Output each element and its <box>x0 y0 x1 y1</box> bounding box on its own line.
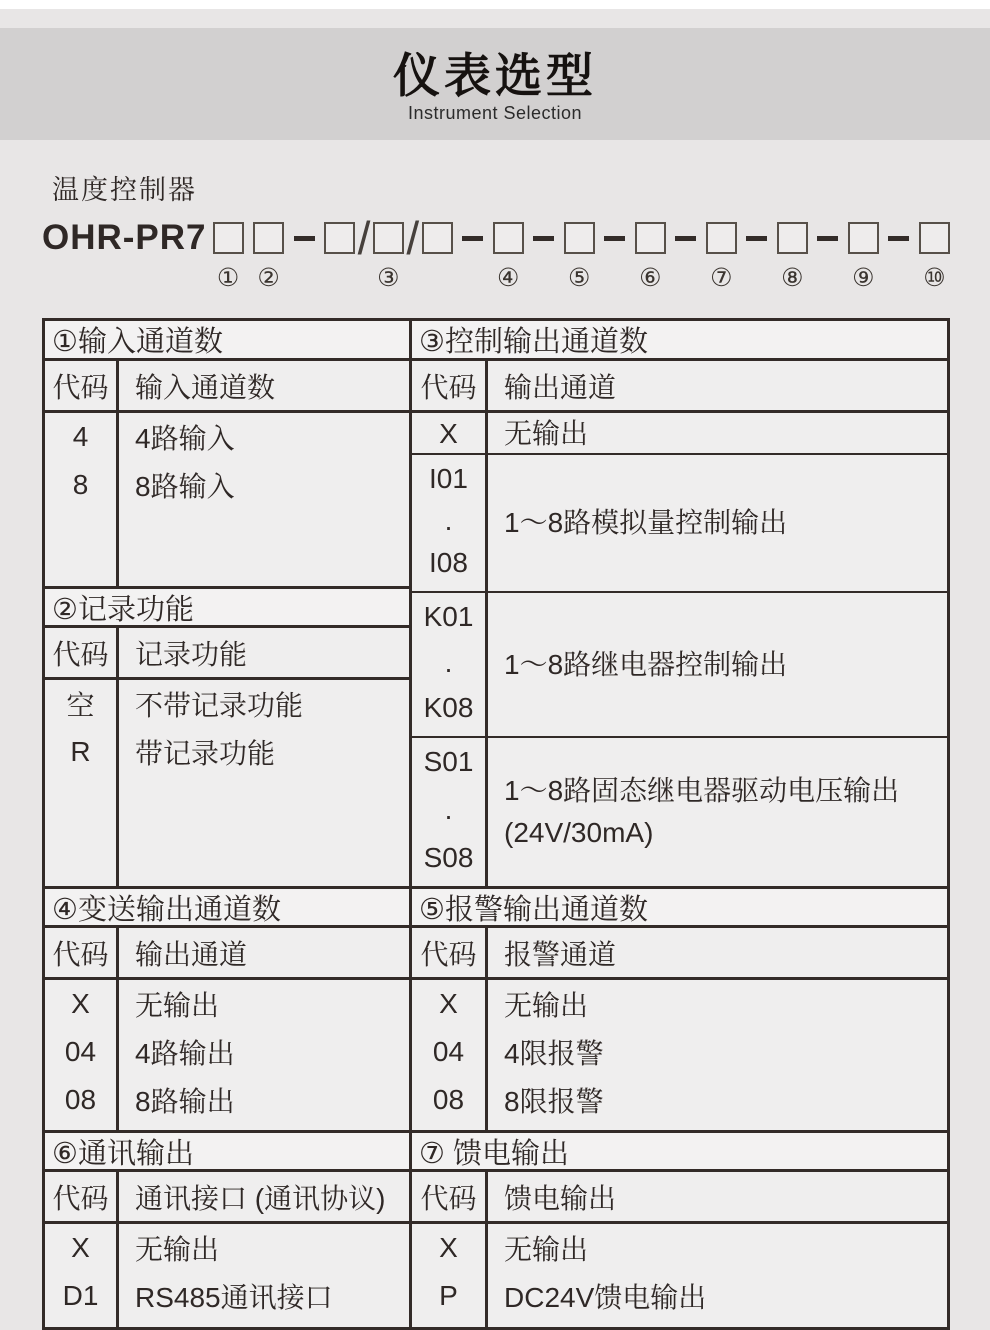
description-text: 无输出 <box>504 1234 589 1265</box>
model-code-segments <box>213 212 950 299</box>
model-code-box <box>213 222 244 254</box>
description-cell <box>488 738 947 886</box>
model-segment-box <box>564 216 595 293</box>
description-text: 带记录功能 <box>135 738 276 769</box>
page-title: 仪表选型 <box>393 49 597 103</box>
model-segment-box <box>373 216 404 293</box>
dash-separator <box>888 236 909 241</box>
column-header-code: 代码 <box>412 361 488 410</box>
model-segment-slash <box>406 212 420 299</box>
table-title: ③控制输出通道数 <box>412 321 947 361</box>
model-segment-box <box>213 216 244 293</box>
code-value: X <box>439 418 458 449</box>
description-text: 1～8路继电器控制输出 <box>504 648 788 680</box>
description-text: 8限报警 <box>504 1086 604 1117</box>
code-cell <box>412 738 488 886</box>
model-segment-dash <box>888 216 909 280</box>
slash-separator: / <box>406 212 420 264</box>
dash-separator <box>294 236 315 241</box>
product-name-label: 温度控制器 <box>52 175 197 205</box>
model-code-box <box>493 222 524 254</box>
code-value: D1 <box>62 1280 99 1311</box>
table-row <box>412 593 947 738</box>
position-number <box>541 250 547 280</box>
table-title: ⑤报警输出通道数 <box>412 886 947 928</box>
description-text: 不带记录功能 <box>135 690 304 721</box>
model-segment-box <box>777 216 808 293</box>
column-header-desc: 输出通道 <box>504 371 617 403</box>
table-row <box>412 455 947 593</box>
model-segment-dash <box>294 216 315 280</box>
model-code-box <box>373 222 404 254</box>
code-value: 空 <box>66 690 95 721</box>
top-white-strip <box>0 0 990 9</box>
position-number <box>825 250 831 280</box>
description-text: 1～8路固态继电器驱动电压输出 <box>504 775 900 806</box>
model-segment-box <box>493 216 524 293</box>
code-column <box>412 980 488 1130</box>
model-code-box <box>777 222 808 254</box>
code-value: 04 <box>432 1036 465 1067</box>
description-text: 1～8路模拟量控制输出 <box>504 507 788 538</box>
position-number: ⑧ <box>781 265 804 292</box>
column-header-desc: 记录功能 <box>135 638 248 670</box>
column-header-code: 代码 <box>412 1172 488 1221</box>
description-text: 8路输入 <box>135 471 235 502</box>
position-number: ⑨ <box>852 265 875 292</box>
position-number: ⑥ <box>639 265 662 292</box>
dash-separator <box>675 236 696 241</box>
position-number: ⑩ <box>923 265 946 292</box>
position-number <box>361 269 367 299</box>
description-text: 无输出 <box>135 990 220 1021</box>
table-body <box>45 413 409 586</box>
position-number <box>434 263 440 293</box>
model-code-box <box>919 222 950 254</box>
column-header-desc: 馈电输出 <box>504 1182 617 1214</box>
code-value: S01 <box>423 746 474 777</box>
code-cell <box>412 455 488 591</box>
code-column <box>45 413 119 586</box>
description-text: 无输出 <box>504 418 589 449</box>
dash-separator <box>533 236 554 241</box>
model-segment-dash <box>604 216 625 280</box>
code-value: 04 <box>64 1036 97 1067</box>
table-column-header <box>45 628 409 680</box>
model-segment-box <box>635 216 666 293</box>
description-cell <box>488 593 947 736</box>
code-value: 08 <box>64 1084 97 1115</box>
dash-separator <box>462 236 483 241</box>
model-segment-box <box>253 216 284 293</box>
code-value: S08 <box>423 842 474 873</box>
model-code-box <box>635 222 666 254</box>
model-segment-dash <box>746 216 767 280</box>
table-title: ④变送输出通道数 <box>45 886 409 928</box>
model-prefix: OHR-PR7 <box>42 218 207 257</box>
position-number <box>896 250 902 280</box>
model-code-line <box>42 212 950 299</box>
table-title: ①输入通道数 <box>45 321 409 361</box>
code-value: . <box>444 505 453 536</box>
dash-separator <box>604 236 625 241</box>
position-number: ④ <box>497 265 520 292</box>
position-number <box>301 250 307 280</box>
model-segment-slash <box>357 212 371 299</box>
model-segment-dash <box>462 216 483 280</box>
description-text: 无输出 <box>504 990 589 1021</box>
code-value: X <box>71 988 90 1019</box>
code-value: I01 <box>429 463 468 494</box>
table-column-header <box>412 361 947 413</box>
model-segment-dash <box>533 216 554 280</box>
column-header-code: 代码 <box>45 1172 119 1221</box>
position-number: ⑦ <box>710 265 733 292</box>
code-value: R <box>70 736 91 767</box>
code-value: K08 <box>423 692 474 723</box>
code-column <box>45 680 119 886</box>
position-number <box>683 250 689 280</box>
table-body <box>45 980 409 1130</box>
selection-tables-right <box>409 318 950 1330</box>
code-value: 8 <box>72 469 89 500</box>
position-number <box>410 269 416 299</box>
table-column-header <box>412 928 947 980</box>
slash-separator: / <box>357 212 371 264</box>
table-title: ②记录功能 <box>45 586 409 628</box>
position-number: ① <box>216 265 240 292</box>
table-title: ⑥通讯输出 <box>45 1130 409 1172</box>
table-body <box>412 980 947 1130</box>
column-header-code: 代码 <box>45 361 119 410</box>
description-text: RS485通讯接口 <box>135 1282 333 1313</box>
description-column <box>119 413 409 586</box>
code-value: P <box>439 1280 458 1311</box>
code-value: K01 <box>423 601 474 632</box>
model-code-box <box>848 222 879 254</box>
description-cell <box>488 455 947 591</box>
description-text: DC24V馈电输出 <box>504 1282 707 1313</box>
table-title: ⑦ 馈电输出 <box>412 1130 947 1172</box>
position-number: ⑤ <box>568 265 591 292</box>
column-header-desc: 通讯接口 (通讯协议) <box>135 1182 386 1214</box>
description-column <box>119 980 409 1130</box>
code-value: . <box>444 794 453 825</box>
position-number <box>336 263 342 293</box>
position-number <box>754 250 760 280</box>
model-segment-dash <box>675 216 696 280</box>
column-header-code: 代码 <box>412 928 488 977</box>
table-row <box>412 738 947 886</box>
model-segment-dash <box>817 216 838 280</box>
description-text: 8路输出 <box>135 1086 235 1117</box>
code-value: X <box>439 988 458 1019</box>
code-cell <box>412 413 488 455</box>
code-value: I08 <box>429 547 468 578</box>
table-column-header <box>45 361 409 413</box>
description-text: 4路输入 <box>135 423 235 454</box>
model-code-box <box>706 222 737 254</box>
table-column-header <box>412 1172 947 1224</box>
description-text: 4限报警 <box>504 1038 604 1069</box>
code-cell <box>412 593 488 736</box>
model-segment-box <box>422 216 453 293</box>
column-header-desc: 报警通道 <box>504 938 617 970</box>
code-value: X <box>439 1232 458 1263</box>
description-column <box>488 980 947 1130</box>
page-subtitle: Instrument Selection <box>407 102 583 123</box>
position-number: ③ <box>377 265 400 292</box>
dash-separator <box>817 236 838 241</box>
title-band <box>0 28 990 140</box>
table-column-header <box>45 1172 409 1224</box>
table-body <box>45 680 409 886</box>
position-number <box>612 250 618 280</box>
description-column <box>119 680 409 886</box>
description-cell <box>488 413 947 455</box>
model-segment-box <box>324 216 355 293</box>
model-code-box <box>324 222 355 254</box>
model-segment-box <box>706 216 737 293</box>
code-value: . <box>444 646 453 678</box>
model-segment-box <box>848 216 879 293</box>
code-value: X <box>71 1232 90 1263</box>
description-text: 无输出 <box>135 1234 220 1265</box>
table-column-header <box>45 928 409 980</box>
code-value: 08 <box>432 1084 465 1115</box>
position-number <box>470 250 476 280</box>
table-row <box>412 413 947 455</box>
selection-tables-left <box>42 318 409 1330</box>
position-number: ② <box>257 265 280 292</box>
code-value: 4 <box>72 421 89 452</box>
description-text: 4路输出 <box>135 1038 235 1069</box>
model-code-box <box>253 222 284 254</box>
description-text: (24V/30mA) <box>504 817 654 848</box>
column-header-desc: 输出通道 <box>135 938 248 970</box>
model-code-box <box>564 222 595 254</box>
column-header-desc: 输入通道数 <box>135 371 276 403</box>
column-header-code: 代码 <box>45 928 119 977</box>
dash-separator <box>746 236 767 241</box>
model-code-box <box>422 222 453 254</box>
column-header-code: 代码 <box>45 628 119 677</box>
model-segment-box <box>919 216 950 293</box>
code-column <box>45 980 119 1130</box>
